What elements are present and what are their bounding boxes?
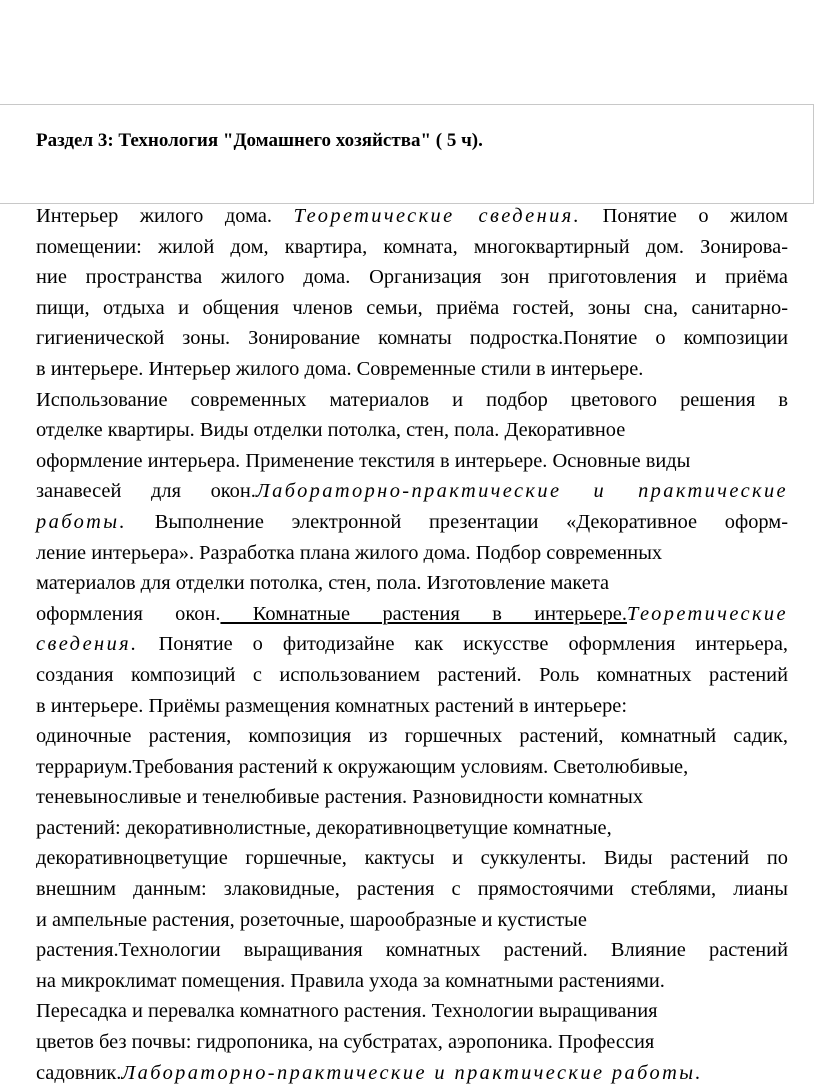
text-line: оформление интерьера. Применение текстиля в интерьере. Основные виды <box>36 449 691 472</box>
section-title: Раздел 3: Технология "Домашнего хозяйства" ( 5 ч). <box>36 130 483 151</box>
italic-heading: Теоретические сведения. <box>293 205 582 227</box>
text-run: Интерьер жилого дома. <box>36 205 272 227</box>
text-line: одиночные растения, композиция из горшечных растений, комнатный садик, <box>36 725 788 748</box>
italic-heading: Теоретические <box>626 602 788 625</box>
text-line <box>36 201 788 232</box>
italic-heading: работы. <box>36 510 128 533</box>
text-line: цветов без почвы: гидропоника, на субстратах, аэропоника. Профессия <box>36 1031 655 1054</box>
text-line <box>36 507 788 538</box>
italic-heading: сведения. <box>36 633 139 656</box>
underlined-heading: Комнатные растения в интерьере. <box>220 602 627 625</box>
text-line: пищи, отдыха и общения членов семьи, приёма гостей, зоны сна, санитарно- <box>36 296 788 319</box>
text-line: террариум.Требования растений к окружающим условиям. Светолюбивые, <box>36 755 689 778</box>
text-run: садовник. <box>36 1061 122 1084</box>
italic-heading: Лабораторно-практические и практические работы. <box>121 1061 703 1084</box>
text-line: ние пространства жилого дома. Организация зон приготовления и приёма <box>36 266 788 289</box>
text-run: Понятие о жилом <box>602 205 788 227</box>
italic-heading: Лабораторно-практические и практические <box>255 480 788 503</box>
text-line: Использование современных материалов и подбор цветового решения в <box>36 388 788 411</box>
text-line: растения.Технологии выращивания комнатных растений. Влияние растений <box>36 939 788 962</box>
text-line: Пересадка и перевалка комнатного растения. Технологии выращивания <box>36 1000 658 1023</box>
text-line: на микроклимат помещения. Правила ухода за комнатными растениями. <box>36 969 665 992</box>
text-line: теневыносливые и тенелюбивые растения. Разновидности комнатных <box>36 786 644 809</box>
text-run: Выполнение электронной презентации «Декоративное оформ- <box>154 510 788 533</box>
text-line: и ампельные растения, розеточные, шарообразные и кустистые <box>36 908 587 931</box>
text-line <box>36 599 788 630</box>
text-line: ление интерьера». Разработка плана жилого дома. Подбор современных <box>36 541 663 564</box>
text-line: создания композиций с использованием растений. Роль комнатных растений <box>36 663 788 686</box>
text-line: материалов для отделки потолка, стен, пола. Изготовление макета <box>36 572 610 595</box>
text-line: в интерьере. Интерьер жилого дома. Современные стили в интерьере. <box>36 357 644 380</box>
text-line: декоративноцветущие горшечные, кактусы и суккуленты. Виды растений по <box>36 847 788 870</box>
text-run: Понятие о фитодизайне как искусстве оформления интерьера, <box>158 633 788 656</box>
text-line <box>36 1058 788 1088</box>
text-line <box>36 476 788 507</box>
text-line <box>36 629 788 660</box>
text-run: занавесей для окон. <box>36 480 256 503</box>
text-line: отделке квартиры. Виды отделки потолка, стен, пола. Декоративное <box>36 419 626 442</box>
text-line: помещении: жилой дом, квартира, комната, многоквартирный дом. Зонирова- <box>36 235 788 258</box>
text-run: оформления окон. <box>36 602 221 625</box>
text-line: в интерьере. Приёмы размещения комнатных растений в интерьере: <box>36 694 627 717</box>
text-line: внешним данным: злаковидные, растения с прямостоячими стеблями, лианы <box>36 878 788 901</box>
text-line: гигиенической зоны. Зонирование комнаты подростка.Понятие о композиции <box>36 327 788 350</box>
body-text <box>36 201 788 1088</box>
text-line: растений: декоративнолистные, декоративноцветущие комнатные, <box>36 816 612 839</box>
